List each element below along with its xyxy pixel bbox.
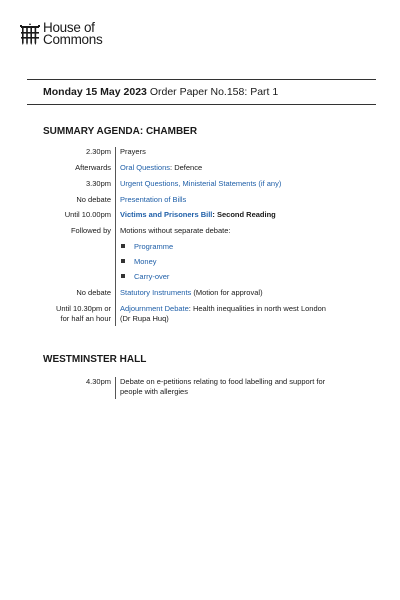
agenda-item-detail-line-2: (Dr Rupa Huq) — [120, 314, 169, 323]
agenda-time-line-2: for half an hour — [60, 314, 111, 323]
agenda-time: 3.30pm — [85, 179, 111, 188]
urgent-questions-link[interactable]: Urgent Questions, Ministerial Statements (if any) — [120, 179, 282, 188]
agenda-row — [0, 147, 400, 163]
agenda-item-line-1: Debate on e-petitions relating to food labelling and support for — [120, 377, 326, 386]
agenda-row — [0, 304, 400, 326]
agenda-item — [115, 179, 345, 195]
adjournment-debate-link[interactable]: Adjournment Debate — [120, 304, 189, 313]
agenda-item — [115, 210, 345, 226]
agenda-item — [115, 304, 345, 326]
agenda-time: Until 10.00pm — [64, 210, 111, 219]
agenda-time: 2.30pm — [85, 147, 111, 156]
agenda-item: Motions without separate debate: — [115, 226, 345, 242]
agenda-row — [0, 163, 400, 179]
money-link[interactable]: Money — [134, 257, 157, 266]
agenda-item — [115, 257, 345, 272]
agenda-item — [115, 288, 345, 304]
agenda-time-line-1: Until 10.30pm or — [55, 304, 111, 313]
agenda-item: Prayers — [115, 147, 345, 163]
agenda-row — [0, 242, 400, 257]
agenda-item — [115, 377, 345, 399]
agenda-item-line-2: people with allergies — [120, 387, 188, 396]
agenda-time: Afterwards — [75, 163, 111, 172]
agenda-item-detail: : Second Reading — [212, 210, 276, 219]
agenda-time: Followed by — [70, 226, 111, 235]
victims-and-prisoners-bill-link[interactable]: Victims and Prisoners Bill — [120, 210, 213, 219]
square-bullet-icon — [121, 274, 125, 278]
oral-questions-link[interactable]: Oral Questions — [120, 163, 171, 172]
agenda-row — [0, 272, 400, 288]
agenda-time: No debate — [76, 288, 111, 297]
logo-line-2: Commons — [43, 32, 103, 47]
portcullis-icon — [20, 23, 40, 45]
agenda-item-detail: : Defence — [170, 163, 203, 172]
presentation-of-bills-link[interactable]: Presentation of Bills — [120, 195, 187, 204]
agenda-row — [0, 226, 400, 242]
house-of-commons-logo — [20, 22, 102, 46]
header-date: Monday 15 May 2023 — [43, 86, 147, 98]
chamber-agenda — [0, 147, 400, 326]
agenda-row — [0, 257, 400, 272]
carry-over-link[interactable]: Carry-over — [134, 272, 170, 281]
westminster-hall-agenda — [0, 377, 400, 399]
logo-line-1: House of — [43, 20, 95, 35]
agenda-item-detail: (Motion for approval) — [191, 288, 263, 297]
header-rule-bottom — [27, 104, 376, 105]
agenda-item — [115, 272, 345, 288]
agenda-row — [0, 288, 400, 304]
agenda-time — [0, 304, 115, 326]
agenda-time: 4.30pm — [85, 377, 111, 386]
programme-link[interactable]: Programme — [134, 242, 174, 251]
chamber-heading: SUMMARY AGENDA: CHAMBER — [43, 126, 198, 137]
square-bullet-icon — [121, 259, 125, 263]
agenda-row — [0, 377, 400, 399]
agenda-row — [0, 195, 400, 210]
agenda-row — [0, 210, 400, 226]
logo-wordmark — [43, 22, 102, 46]
agenda-item — [115, 195, 345, 210]
agenda-item — [115, 163, 345, 179]
order-paper-header — [43, 86, 278, 98]
agenda-item-detail: : Health inequalities in north west London — [188, 304, 326, 313]
square-bullet-icon — [121, 244, 125, 248]
header-rule-top — [27, 79, 376, 80]
agenda-item — [115, 242, 345, 257]
header-order-paper: Order Paper No.158: Part 1 — [149, 86, 279, 98]
agenda-time: No debate — [76, 195, 111, 204]
statutory-instruments-link[interactable]: Statutory Instruments — [120, 288, 192, 297]
agenda-row — [0, 179, 400, 195]
westminster-hall-heading: WESTMINSTER HALL — [43, 354, 147, 365]
